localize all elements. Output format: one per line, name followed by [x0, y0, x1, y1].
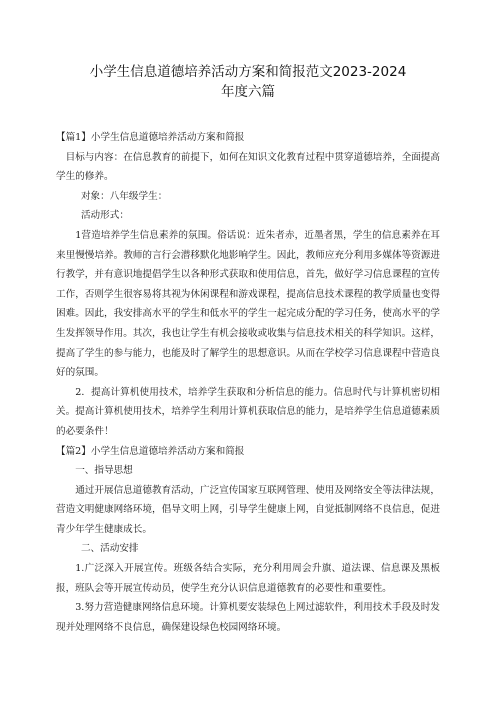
paragraph-computer-skills: 2．提高计算机使用技术，培养学生获取和分析信息的能力。信息时代与计算机密切相关。提高计算机使用技术，培养学生利用计算机获取信息的能力，是培养学生信息道德素质的必要条件！ — [56, 386, 440, 437]
paragraph-goal: 目标与内容：在信息教育的前提下，如何在知识文化教育过程中贯穿道德培养，全面提高学生的修养。 — [56, 151, 440, 183]
title-line-2: 年度六篇 — [221, 84, 275, 100]
paragraph-atmosphere: 1营造培养学生信息素养的氛围。俗话说：近朱者赤，近墨者黑，学生的信息素养在耳来里慢慢培养。教师的言行会潜移默化地影响学生。因此，教师应充分利用多媒体等资源进行教学，并有意识地提倡学生以各种形式获取和使用信息，首先，做好学习信息课程的宣传工作，否则学生很容易将其视为休闲课程和游戏课程，提高信息技术课程的教学质量也变得困难。因此，我安排高水平的学生和低水平的学生一起完成分配的学习任务，使高水平的学生发挥领导作用。其次，我也让学生有机会接收或收集与信息技术相关的科学知识。这样，提高了学生的参与能力，也能及时了解学生的思想意识。从而在学校学习信息课程中营造良好的氛围。 — [56, 229, 440, 379]
paragraph-publicity: 1.广泛深入开展宣传。班级各结合实际，充分利用周会升旗、道法课、信息课及黑板报，班队会等开展宣传动员，使学生充分认识信息道德教育的必要性和重要性。 — [56, 563, 440, 594]
subheading-guiding-idea: 一、指导思想 — [75, 465, 133, 477]
document-body — [56, 128, 440, 637]
subheading-activity-plan: 二、活动安排 — [80, 543, 139, 555]
paragraph-network-environment: 3.努力营造健康网络信息环境。计算机要安装绿色上网过滤软件，利用技术手段及时发现并处理网络不良信息，确保建设绿色校园网络环境。 — [56, 602, 440, 633]
section-heading-2: 【篇2】小学生信息道德培养活动方案和简报 — [56, 445, 245, 457]
paragraph-guiding-idea: 通过开展信息道德教育活动，广泛宣传国家互联网管理、使用及网络安全等法律法规，营造文明健康网络环境，倡导文明上网，引导学生健康上网，自觉抵制网络不良信息，促进青少年学生健康成长。 — [56, 484, 440, 535]
paragraph-format-label: 活动形式： — [80, 210, 129, 222]
section-heading-1: 【篇1】小学生信息道德培养活动方案和简报 — [56, 132, 245, 143]
title-line-1: 小学生信息道德培养活动方案和简报范文2023-2024 — [89, 64, 407, 80]
paragraph-audience: 对象：八年级学生： — [80, 190, 168, 202]
document-title — [56, 0, 440, 102]
